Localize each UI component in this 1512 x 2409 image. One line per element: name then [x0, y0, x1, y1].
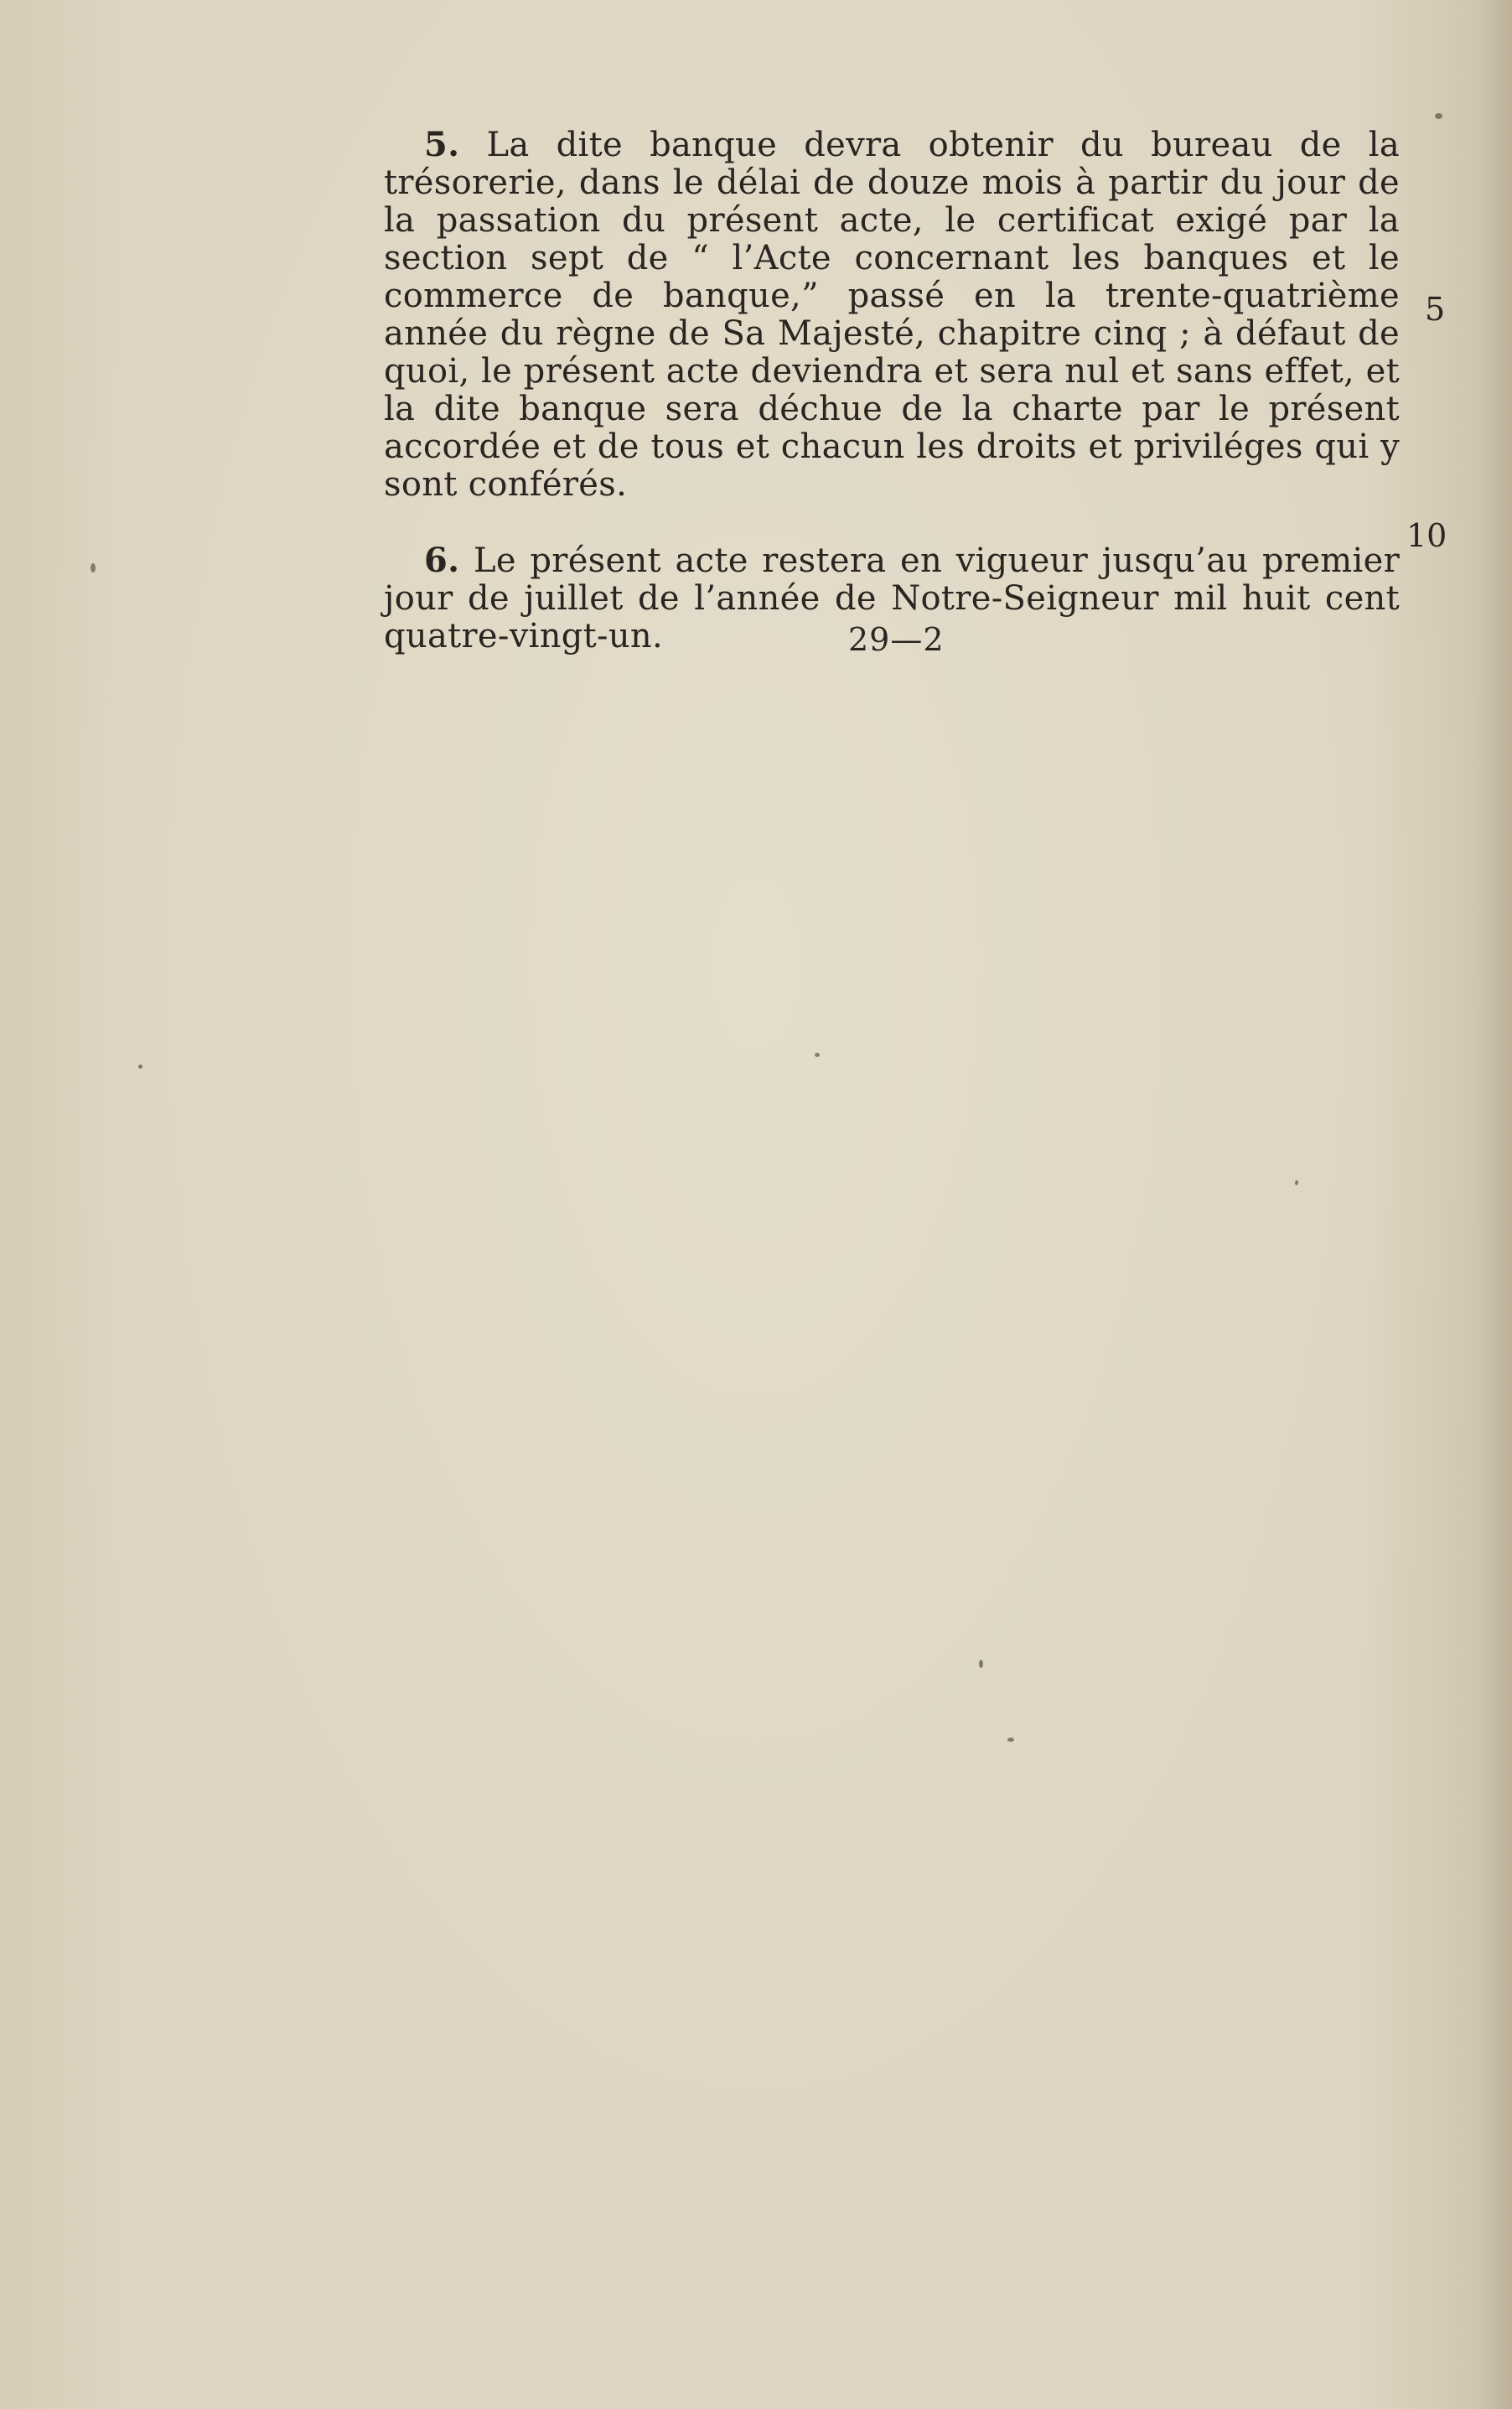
page-signature: 29—2 — [848, 621, 945, 658]
section-text: La dite banque devra obtenir du bureau de la trésorerie, dans le délai de douze mois à partir du jour de la passation du présent acte, le certificat exigé par la section sept de “ l’Acte concernant les banques et le commerce de banque,” passé en la trente-quatrième année du règne de Sa Majesté, chapitre cinq ; à défaut de quoi, le présent acte deviendra et sera nul et sans effet, et la dite banque sera déchue de la charte par le présent accordée et de tous et chacun les droits et priviléges qui y sont conférés. — [384, 126, 1400, 504]
section-text: Le présent acte restera en vigueur jusqu’au premier jour de juillet de l’année de Notre-Seigneur mil huit cent quatre-vingt-un. — [384, 541, 1401, 655]
margin-line-number: 10 — [1406, 517, 1447, 554]
section-number: 6. — [424, 541, 460, 580]
paper-speck — [979, 1660, 983, 1668]
margin-line-number: 5 — [1425, 291, 1446, 328]
section-paragraph-5 — [384, 126, 1400, 504]
paper-speck — [138, 1065, 142, 1069]
paper-speck — [1435, 113, 1442, 119]
paper-speck — [815, 1053, 820, 1057]
paper-speck — [1007, 1738, 1014, 1742]
section-number: 5. — [424, 125, 460, 164]
paper-speck — [91, 563, 96, 572]
paper-speck — [1295, 1180, 1298, 1185]
page-edge-shadow — [1478, 0, 1512, 2409]
body-text — [384, 126, 1400, 655]
